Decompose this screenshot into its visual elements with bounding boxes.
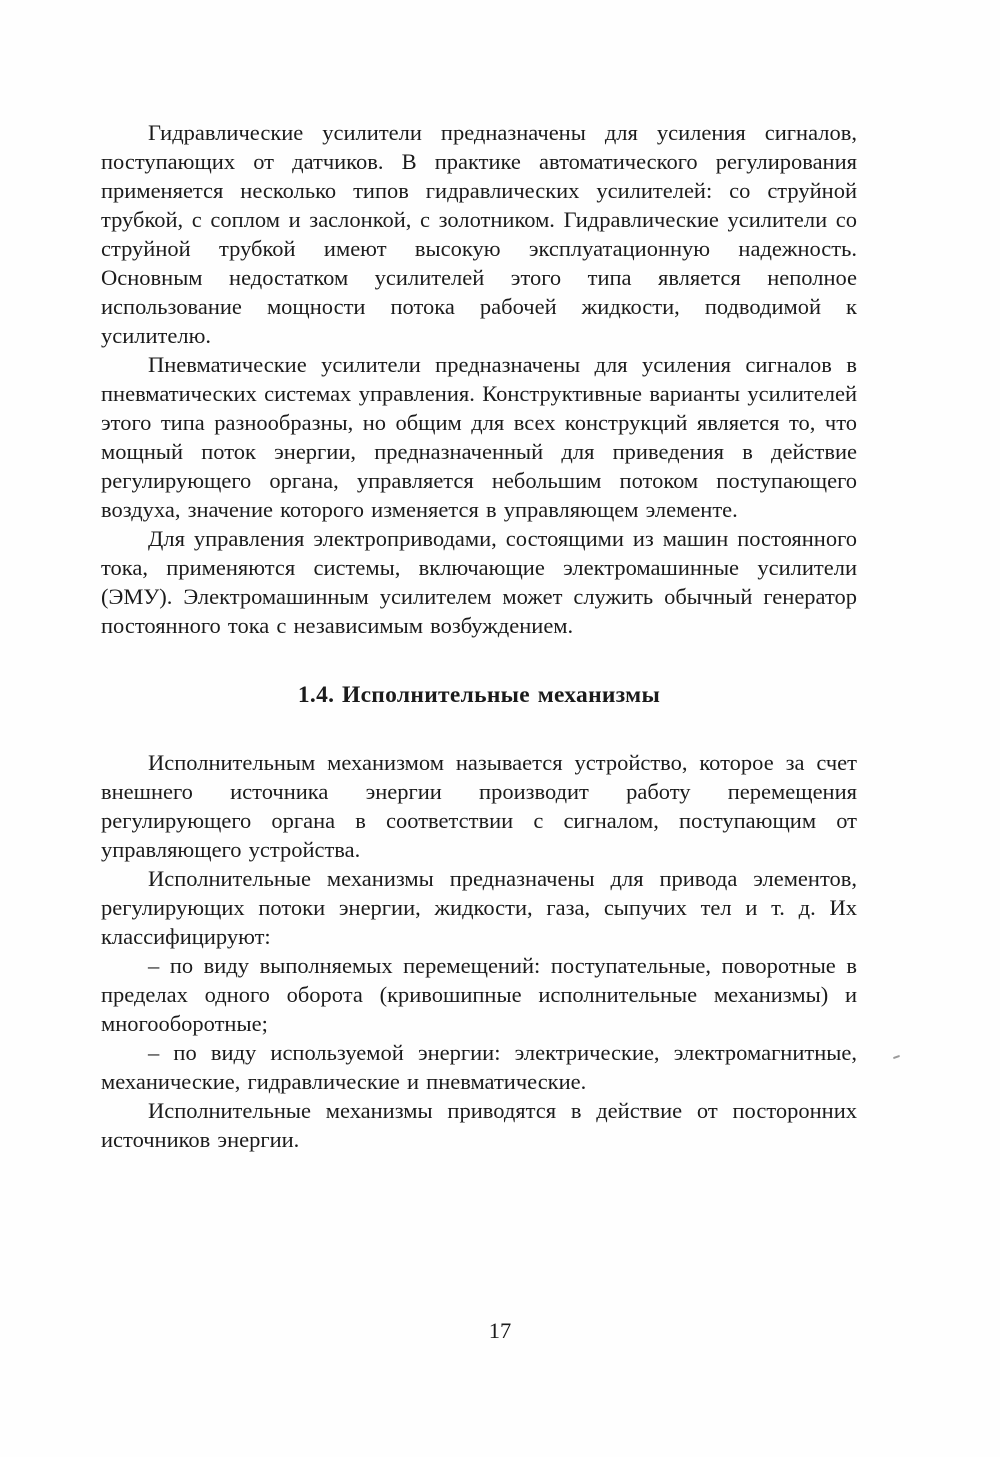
paragraph-pneumatic-amplifiers: Пневматические усилители предназначены для усиления сигналов в пневматических системах управления. Конструктивные варианты усилителей этого типа разнообразны, но общим для всех конструкций является то, что мощный поток энергии, предназначенный для приведения в действие регулирующего органа, управляется небольшим потоком поступающего воздуха, значение которого изменяется в управляющем элементе. — [101, 352, 857, 522]
paragraph-electric-machine-amplifiers: Для управления электроприводами, состоящими из машин постоянного тока, применяются системы, включающие электромашинные усилители (ЭМУ). Электромашинным усилителем может служить обычный генератор постоянного тока с независимым возбуждением. — [101, 526, 857, 638]
paragraph-actuator-power-source: Исполнительные механизмы приводятся в действие от посторонних источников энергии. — [101, 1098, 857, 1152]
paragraph-hydraulic-amplifiers: Гидравлические усилители предназначены для усиления сигналов, поступающих от датчиков. В практике автоматического регулирования применяется несколько типов гидравлических усилителей: со струйной трубкой, с соплом и заслонкой, с золотником. Гидравлические усилители со струйной трубкой имеют высокую эксплуатационную надежность. Основным недостатком усилителей этого типа является неполное использование мощности потока рабочей жидкости, подводимой к усилителю. — [101, 120, 857, 348]
paragraph-actuator-purpose: Исполнительные механизмы предназначены для привода элементов, регулирующих потоки энергии, жидкости, газа, сыпучих тел и т. д. Их классифицируют: — [101, 866, 857, 949]
page-number: 17 — [488, 1318, 512, 1343]
list-item-movement-type: – по виду выполняемых перемещений: поступательные, поворотные в пределах одного оборота (кривошипные исполнительные механизмы) и многооборотные; — [101, 953, 857, 1036]
paragraph-actuator-definition: Исполнительным механизмом называется устройство, которое за счет внешнего источника энергии производит работу перемещения регулирующего органа в соответствии с сигналом, поступающим от управляющего устройства. — [101, 750, 857, 862]
text-block — [101, 118, 857, 1154]
section-heading: 1.4. Исполнительные механизмы — [297, 682, 661, 708]
scan-speck — [893, 1055, 900, 1059]
list-item-energy-type: – по виду используемой энергии: электрические, электромагнитные, механические, гидравлические и пневматические. — [101, 1040, 857, 1094]
